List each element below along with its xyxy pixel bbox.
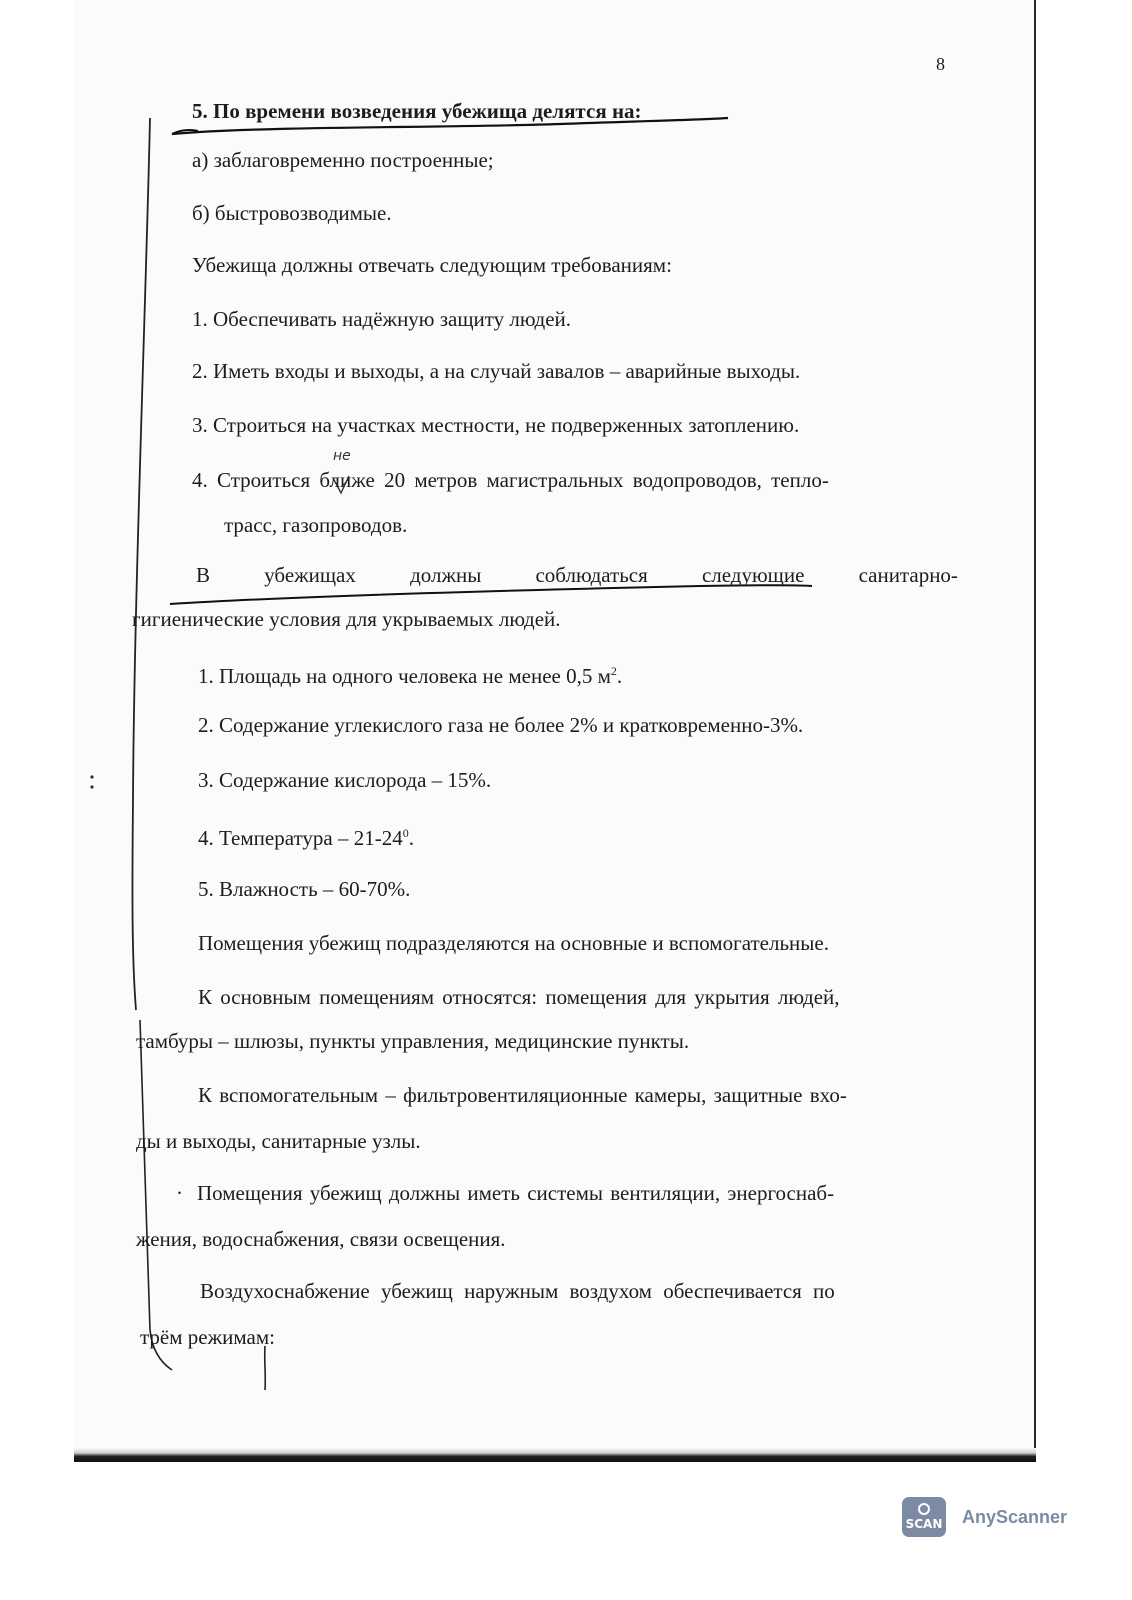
condition-item: 5. Влажность – 60-70%. (198, 877, 411, 901)
list-item: 4. Строиться ближе 20 метров магистральных водопроводов, тепло- (192, 468, 829, 492)
condition-item: 2. Содержание углекислого газа не более 2% и кратковременно-3%. (198, 713, 804, 737)
justified-line (196, 562, 958, 588)
word: следующие (701, 563, 805, 587)
word: В (196, 563, 211, 587)
list-item-continuation: трасс, газопроводов. (224, 513, 408, 537)
word: санитарно- (858, 563, 958, 587)
paragraph-continuation: тамбуры – шлюзы, пункты управления, медицинские пункты. (136, 1029, 690, 1053)
word: убежищах (264, 563, 356, 587)
list-item: 2. Иметь входы и выходы, а на случай завалов – аварийные выходы. (192, 359, 801, 383)
page-number: 8 (936, 54, 945, 74)
paragraph: Воздухоснабжение убежищ наружным воздухом обеспечивается по (200, 1279, 835, 1303)
superscript: 0 (402, 826, 409, 840)
word: соблюдаться (535, 563, 648, 587)
list-item: а) заблаговременно построенные; (192, 148, 494, 172)
section-heading: 5. По времени возведения убежища делятся на: (192, 99, 642, 123)
paragraph: К основным помещениям относятся: помещения для укрытия людей, (198, 985, 840, 1009)
paragraph-continuation: ды и выходы, санитарные узлы. (136, 1129, 421, 1153)
paragraph-continuation: жения, водоснабжения, связи освещения. (136, 1227, 506, 1251)
brand-name: AnyScanner (962, 1506, 1068, 1527)
paragraph-text: Помещения убежищ должны иметь системы вентиляции, энергоснаб- (197, 1181, 835, 1205)
paragraph: Убежища должны отвечать следующим требованиям: (192, 253, 672, 277)
word: должны (410, 563, 482, 587)
condition-text: 1. Площадь на одного человека не менее 0,5 м (198, 664, 611, 688)
condition-tail: . (408, 826, 414, 850)
condition-tail: . (616, 664, 623, 688)
pen-dot (90, 775, 93, 778)
paragraph: · Помещения убежищ должны иметь системы вентиляции, энергоснаб- (176, 1181, 835, 1205)
condition-text: 4. Температура – 21-24 (198, 826, 403, 850)
paragraph-continuation: гигиенические условия для укрываемых людей. (132, 607, 561, 631)
condition-item (198, 658, 622, 689)
list-item: 3. Строиться на участках местности, не подверженных затоплению. (192, 413, 800, 437)
margin-bracket-line (132, 118, 150, 1010)
list-item: 1. Обеспечивать надёжную защиту людей. (192, 307, 572, 331)
anyscanner-watermark (902, 1497, 1067, 1537)
sanitary-underline (170, 585, 812, 604)
handwritten-insertion: не (333, 448, 351, 464)
superscript: 2 (610, 664, 617, 678)
paragraph-continuation: трём режимам: (140, 1325, 275, 1349)
scan-icon-label: SCAN (905, 1517, 943, 1531)
pen-stroke (265, 1346, 266, 1390)
paragraph: Помещения убежищ подразделяются на основные и вспомогательные. (198, 931, 829, 955)
margin-bracket-line-lower (140, 1020, 172, 1370)
paragraph: К вспомогательным – фильтровентиляционные камеры, защитные вхо- (198, 1083, 847, 1107)
condition-item (198, 820, 414, 851)
list-item: б) быстровозводимые. (192, 201, 392, 225)
pen-dot (90, 785, 93, 788)
scanner-lens-icon (902, 1497, 946, 1537)
condition-item: 3. Содержание кислорода – 15%. (198, 768, 492, 792)
